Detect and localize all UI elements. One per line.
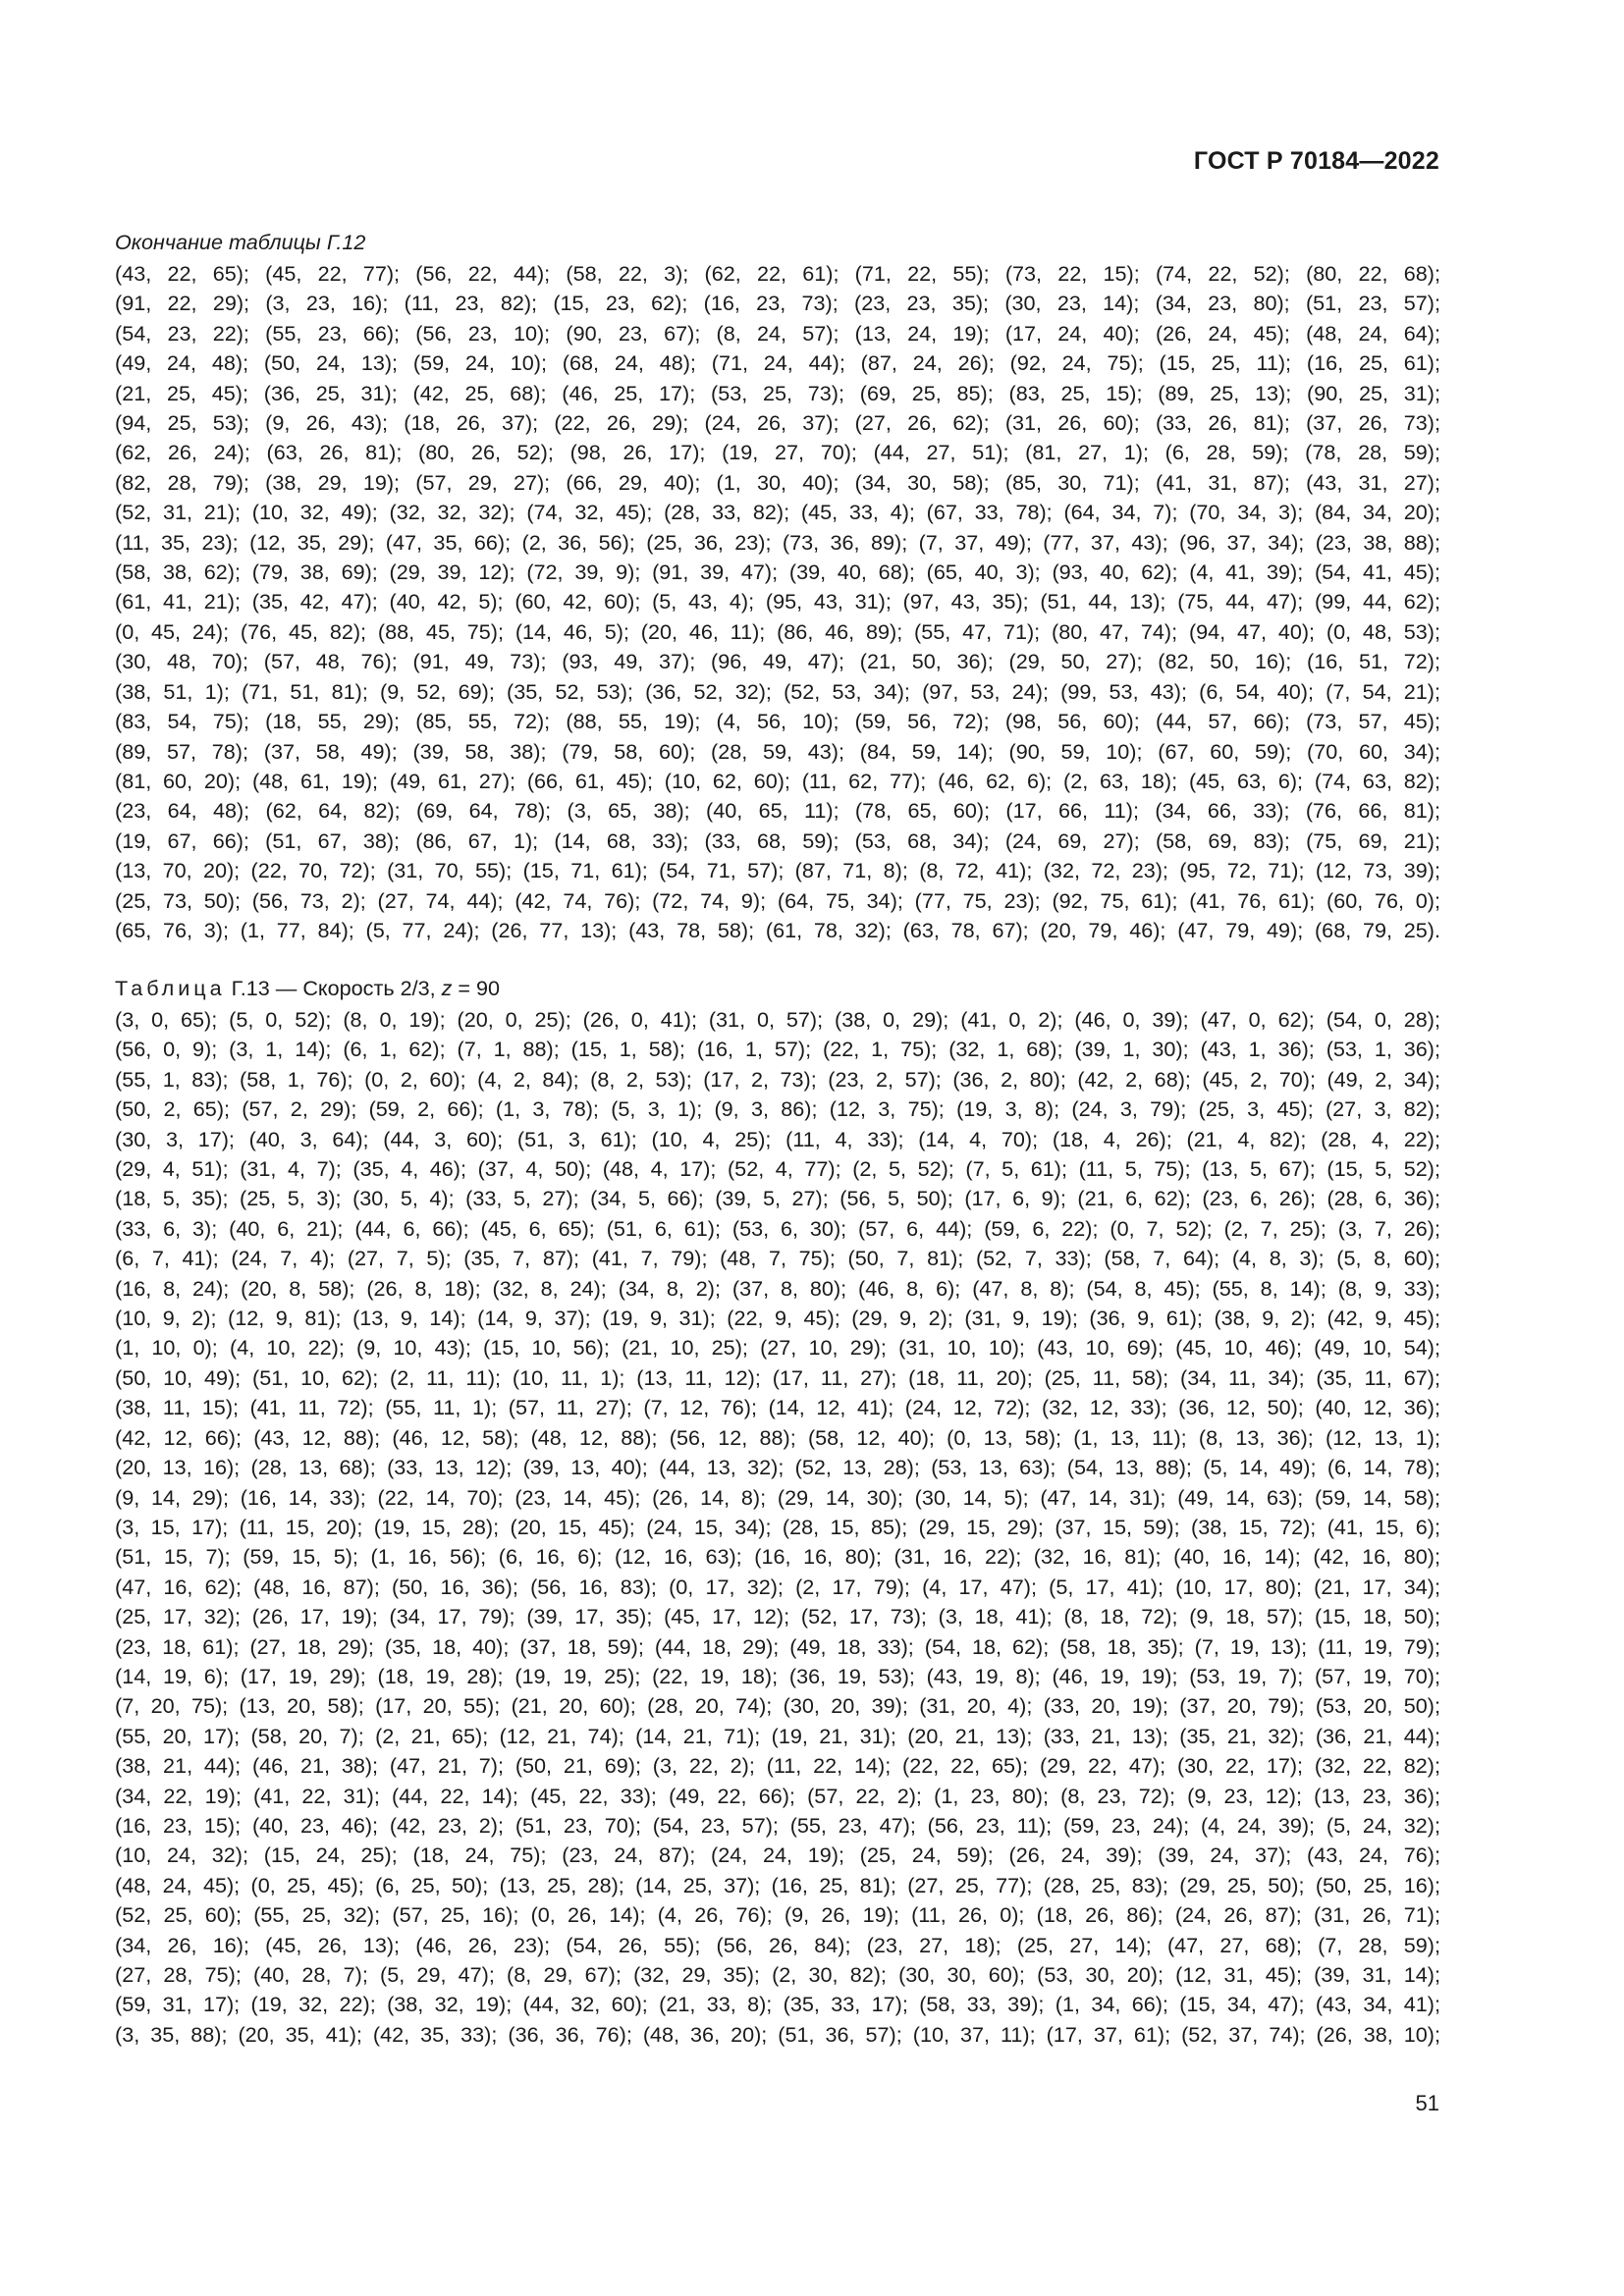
text-line: (30, 48, 70); (57, 48, 76); (91, 49, 73); (93, 49, 37); (96, 49, 47); (21, 50, 36); (29, 50, 27); (82, 50, 16); (16, 51, 72); bbox=[115, 649, 1440, 674]
text-line: (1, 10, 0); (4, 10, 22); (9, 10, 43); (15, 10, 56); (21, 10, 25); (27, 10, 29); (31, 10, 10); (43, 10, 69); (45, 10, 46); (49, 10, 54); bbox=[115, 1335, 1440, 1361]
document-header-title: ГОСТ Р 70184—2022 bbox=[1193, 147, 1439, 175]
text-line: (23, 64, 48); (62, 64, 82); (69, 64, 78); (3, 65, 38); (40, 65, 11); (78, 65, 60); (17, 66, 11); (34, 66, 33); (76, 66, 81); bbox=[115, 798, 1440, 824]
table-label: Таблица bbox=[115, 976, 226, 1000]
text-line: (20, 13, 16); (28, 13, 68); (33, 13, 12); (39, 13, 40); (44, 13, 32); (52, 13, 28); (53, 13, 63); (54, 13, 88); (5, 14, 49); (6, 14, 78); bbox=[115, 1455, 1440, 1480]
text-line: (89, 57, 78); (37, 58, 49); (39, 58, 38); (79, 58, 60); (28, 59, 43); (84, 59, 14); (90, 59, 10); (67, 60, 59); (70, 60, 34); bbox=[115, 738, 1440, 764]
text-line: (61, 41, 21); (35, 42, 47); (40, 42, 5); (60, 42, 60); (5, 43, 4); (95, 43, 31); (97, 43, 35); (51, 44, 13); (75, 44, 47); (99, 44, 62); bbox=[115, 589, 1440, 614]
text-line: (50, 10, 49); (51, 10, 62); (2, 11, 11); (10, 11, 1); (13, 11, 12); (17, 11, 27); (18, 11, 20); (25, 11, 58); (34, 11, 34); (35, 11, 67); bbox=[115, 1364, 1440, 1390]
text-line: (34, 26, 16); (45, 26, 13); (46, 26, 23); (54, 26, 55); (56, 26, 84); (23, 27, 18); (25, 27, 14); (47, 27, 68); (7, 28, 59); bbox=[115, 1932, 1440, 1957]
text-line: (34, 22, 19); (41, 22, 31); (44, 22, 14); (45, 22, 33); (49, 22, 66); (57, 22, 2); (1, 23, 80); (8, 23, 72); (9, 23, 12); (13, 23, 36); bbox=[115, 1783, 1440, 1808]
table-text bbox=[115, 1005, 1440, 2050]
text-line: (7, 20, 75); (13, 20, 58); (17, 20, 55); (21, 20, 60); (28, 20, 74); (30, 20, 39); (31, 20, 4); (33, 20, 19); (37, 20, 79); (53, 20, 50); bbox=[115, 1693, 1440, 1719]
text-line: (49, 24, 48); (50, 24, 13); (59, 24, 10); (68, 24, 48); (71, 24, 44); (87, 24, 26); (92, 24, 75); (15, 25, 11); (16, 25, 61); bbox=[115, 350, 1440, 376]
text-line: (3, 15, 17); (11, 15, 20); (19, 15, 28); (20, 15, 45); (24, 15, 34); (28, 15, 85); (29, 15, 29); (37, 15, 59); (38, 15, 72); (41, 15, 6); bbox=[115, 1514, 1440, 1539]
text-line: (3, 0, 65); (5, 0, 52); (8, 0, 19); (20, 0, 25); (26, 0, 41); (31, 0, 57); (38, 0, 29); (41, 0, 2); (46, 0, 39); (47, 0, 62); (54, 0, 28); bbox=[115, 1007, 1440, 1032]
table-title bbox=[115, 974, 1440, 1003]
text-line: (6, 7, 41); (24, 7, 4); (27, 7, 5); (35, 7, 87); (41, 7, 79); (48, 7, 75); (50, 7, 81); (52, 7, 33); (58, 7, 64); (4, 8, 3); (5, 8, 60); bbox=[115, 1246, 1440, 1271]
text-line: (19, 67, 66); (51, 67, 38); (86, 67, 1); (14, 68, 33); (33, 68, 59); (53, 68, 34); (24, 69, 27); (58, 69, 83); (75, 69, 21); bbox=[115, 828, 1440, 853]
text-line: (25, 73, 50); (56, 73, 2); (27, 74, 44); (42, 74, 76); (72, 74, 9); (64, 75, 34); (77, 75, 23); (92, 75, 61); (41, 76, 61); (60, 76, 0); bbox=[115, 887, 1440, 913]
text-line: (14, 19, 6); (17, 19, 29); (18, 19, 28); (19, 19, 25); (22, 19, 18); (36, 19, 53); (43, 19, 8); (46, 19, 19); (53, 19, 7); (57, 19, 70); bbox=[115, 1663, 1440, 1688]
continuation-caption: Окончание таблицы Г.12 bbox=[115, 230, 366, 254]
text-line: (83, 54, 75); (18, 55, 29); (85, 55, 72); (88, 55, 19); (4, 56, 10); (59, 56, 72); (98, 56, 60); (44, 57, 66); (73, 57, 45); bbox=[115, 709, 1440, 734]
text-line: (54, 23, 22); (55, 23, 66); (56, 23, 10); (90, 23, 67); (8, 24, 57); (13, 24, 19); (17, 24, 40); (26, 24, 45); (48, 24, 64); bbox=[115, 320, 1440, 346]
text-line: (51, 15, 7); (59, 15, 5); (1, 16, 56); (6, 16, 6); (12, 16, 63); (16, 16, 80); (31, 16, 22); (32, 16, 81); (40, 16, 14); (42, 16, 80); bbox=[115, 1544, 1440, 1570]
text-line: (59, 31, 17); (19, 32, 22); (38, 32, 19); (44, 32, 60); (21, 33, 8); (35, 33, 17); (58, 33, 39); (1, 34, 66); (15, 34, 47); (43, 34, 41); bbox=[115, 1992, 1440, 2017]
text-line: (55, 20, 17); (58, 20, 7); (2, 21, 65); (12, 21, 74); (14, 21, 71); (19, 21, 31); (20, 21, 13); (33, 21, 13); (35, 21, 32); (36, 21, 44); bbox=[115, 1723, 1440, 1748]
text-line: (50, 2, 65); (57, 2, 29); (59, 2, 66); (1, 3, 78); (5, 3, 1); (9, 3, 86); (12, 3, 75); (19, 3, 8); (24, 3, 79); (25, 3, 45); (27, 3, 82); bbox=[115, 1096, 1440, 1122]
text-line: (38, 11, 15); (41, 11, 72); (55, 11, 1); (57, 11, 27); (7, 12, 76); (14, 12, 41); (24, 12, 72); (32, 12, 33); (36, 12, 50); (40, 12, 36); bbox=[115, 1395, 1440, 1420]
text-line: (43, 22, 65); (45, 22, 77); (56, 22, 44); (58, 22, 3); (62, 22, 61); (71, 22, 55); (73, 22, 15); (74, 22, 52); (80, 22, 68); bbox=[115, 261, 1440, 286]
text-line: (47, 16, 62); (48, 16, 87); (50, 16, 36); (56, 16, 83); (0, 17, 32); (2, 17, 79); (4, 17, 47); (5, 17, 41); (10, 17, 80); (21, 17, 34); bbox=[115, 1574, 1440, 1599]
text-line: (42, 12, 66); (43, 12, 88); (46, 12, 58); (48, 12, 88); (56, 12, 88); (58, 12, 40); (0, 13, 58); (1, 13, 11); (8, 13, 36); (12, 13, 1); bbox=[115, 1424, 1440, 1450]
table-title-var: z bbox=[441, 976, 453, 1000]
continuation-text bbox=[115, 259, 1440, 945]
text-line: (82, 28, 79); (38, 29, 19); (57, 29, 27); (66, 29, 40); (1, 30, 40); (34, 30, 58); (85, 30, 71); (41, 31, 87); (43, 31, 27); bbox=[115, 469, 1440, 495]
text-line: (23, 18, 61); (27, 18, 29); (35, 18, 40); (37, 18, 59); (44, 18, 29); (49, 18, 33); (54, 18, 62); (58, 18, 35); (7, 19, 13); (11, 19, 79); bbox=[115, 1633, 1440, 1659]
text-line: (33, 6, 3); (40, 6, 21); (44, 6, 66); (45, 6, 65); (51, 6, 61); (53, 6, 30); (57, 6, 44); (59, 6, 22); (0, 7, 52); (2, 7, 25); (3, 7, 26); bbox=[115, 1215, 1440, 1241]
text-line: (29, 4, 51); (31, 4, 7); (35, 4, 46); (37, 4, 50); (48, 4, 17); (52, 4, 77); (2, 5, 52); (7, 5, 61); (11, 5, 75); (13, 5, 67); (15, 5, 52); bbox=[115, 1156, 1440, 1182]
text-line: (91, 22, 29); (3, 23, 16); (11, 23, 82); (15, 23, 62); (16, 23, 73); (23, 23, 35); (30, 23, 14); (34, 23, 80); (51, 23, 57); bbox=[115, 291, 1440, 316]
table-title-eq: = 90 bbox=[452, 976, 501, 1000]
text-line: (13, 70, 20); (22, 70, 72); (31, 70, 55); (15, 71, 61); (54, 71, 57); (87, 71, 8); (8, 72, 41); (32, 72, 23); (95, 72, 71); (12, 73, 39); bbox=[115, 858, 1440, 883]
page-number: 51 bbox=[1415, 2091, 1439, 2115]
text-line: (25, 17, 32); (26, 17, 19); (34, 17, 79); (39, 17, 35); (45, 17, 12); (52, 17, 73); (3, 18, 41); (8, 18, 72); (9, 18, 57); (15, 18, 50); bbox=[115, 1604, 1440, 1629]
text-line: (56, 0, 9); (3, 1, 14); (6, 1, 62); (7, 1, 88); (15, 1, 58); (16, 1, 57); (22, 1, 75); (32, 1, 68); (39, 1, 30); (43, 1, 36); (53, 1, 36); bbox=[115, 1037, 1440, 1062]
table-g12-continuation bbox=[115, 228, 1440, 945]
text-line: (38, 51, 1); (71, 51, 81); (9, 52, 69); (35, 52, 53); (36, 52, 32); (52, 53, 34); (97, 53, 24); (99, 53, 43); (6, 54, 40); (7, 54, 21); bbox=[115, 678, 1440, 704]
text-line: (10, 9, 2); (12, 9, 81); (13, 9, 14); (14, 9, 37); (19, 9, 31); (22, 9, 45); (29, 9, 2); (31, 9, 19); (36, 9, 61); (38, 9, 2); (42, 9, 45); bbox=[115, 1306, 1440, 1331]
text-line: (52, 25, 60); (55, 25, 32); (57, 25, 16); (0, 26, 14); (4, 26, 76); (9, 26, 19); (11, 26, 0); (18, 26, 86); (24, 26, 87); (31, 26, 71); bbox=[115, 1902, 1440, 1928]
text-line: (3, 35, 88); (20, 35, 41); (42, 35, 33); (36, 36, 76); (48, 36, 20); (51, 36, 57); (10, 37, 11); (17, 37, 61); (52, 37, 74); (26, 38, 10); bbox=[115, 2021, 1440, 2047]
text-line: (18, 5, 35); (25, 5, 3); (30, 5, 4); (33, 5, 27); (34, 5, 66); (39, 5, 27); (56, 5, 50); (17, 6, 9); (21, 6, 62); (23, 6, 26); (28, 6, 36); bbox=[115, 1186, 1440, 1211]
text-line: (55, 1, 83); (58, 1, 76); (0, 2, 60); (4, 2, 84); (8, 2, 53); (17, 2, 73); (23, 2, 57); (36, 2, 80); (42, 2, 68); (45, 2, 70); (49, 2, 34); bbox=[115, 1066, 1440, 1092]
text-line: (94, 25, 53); (9, 26, 43); (18, 26, 37); (22, 26, 29); (24, 26, 37); (27, 26, 62); (31, 26, 60); (33, 26, 81); (37, 26, 73); bbox=[115, 410, 1440, 436]
text-line: (0, 45, 24); (76, 45, 82); (88, 45, 75); (14, 46, 5); (20, 46, 11); (86, 46, 89); (55, 47, 71); (80, 47, 74); (94, 47, 40); (0, 48, 53); bbox=[115, 618, 1440, 644]
text-line: (58, 38, 62); (79, 38, 69); (29, 39, 12); (72, 39, 9); (91, 39, 47); (39, 40, 68); (65, 40, 3); (93, 40, 62); (4, 41, 39); (54, 41, 45); bbox=[115, 560, 1440, 585]
text-line: (27, 28, 75); (40, 28, 7); (5, 29, 47); (8, 29, 67); (32, 29, 35); (2, 30, 82); (30, 30, 60); (53, 30, 20); (12, 31, 45); (39, 31, 14); bbox=[115, 1962, 1440, 1987]
text-line: (16, 23, 15); (40, 23, 46); (42, 23, 2); (51, 23, 70); (54, 23, 57); (55, 23, 47); (56, 23, 11); (59, 23, 24); (4, 24, 39); (5, 24, 32); bbox=[115, 1812, 1440, 1838]
text-line: (81, 60, 20); (48, 61, 19); (49, 61, 27); (66, 61, 45); (10, 62, 60); (11, 62, 77); (46, 62, 6); (2, 63, 18); (45, 63, 6); (74, 63, 82); bbox=[115, 768, 1440, 793]
text-line: (21, 25, 45); (36, 25, 31); (42, 25, 68); (46, 25, 17); (53, 25, 73); (69, 25, 85); (83, 25, 15); (89, 25, 13); (90, 25, 31); bbox=[115, 380, 1440, 405]
text-line: (16, 8, 24); (20, 8, 58); (26, 8, 18); (32, 8, 24); (34, 8, 2); (37, 8, 80); (46, 8, 6); (47, 8, 8); (54, 8, 45); (55, 8, 14); (8, 9, 33); bbox=[115, 1275, 1440, 1301]
text-line: (11, 35, 23); (12, 35, 29); (47, 35, 66); (2, 36, 56); (25, 36, 23); (73, 36, 89); (7, 37, 49); (77, 37, 43); (96, 37, 34); (23, 38, 88); bbox=[115, 529, 1440, 555]
text-line: (30, 3, 17); (40, 3, 64); (44, 3, 60); (51, 3, 61); (10, 4, 25); (11, 4, 33); (14, 4, 70); (18, 4, 26); (21, 4, 82); (28, 4, 22); bbox=[115, 1126, 1440, 1151]
table-title-text: Г.13 — Скорость 2/3, bbox=[225, 976, 442, 1000]
text-line: (10, 24, 32); (15, 24, 25); (18, 24, 75); (23, 24, 87); (24, 24, 19); (25, 24, 59); (26, 24, 39); (39, 24, 37); (43, 24, 76); bbox=[115, 1842, 1440, 1868]
text-line: (62, 26, 24); (63, 26, 81); (80, 26, 52); (98, 26, 17); (19, 27, 70); (44, 27, 51); (81, 27, 1); (6, 28, 59); (78, 28, 59); bbox=[115, 440, 1440, 465]
text-line: (52, 31, 21); (10, 32, 49); (32, 32, 32); (74, 32, 45); (28, 33, 82); (45, 33, 4); (67, 33, 78); (64, 34, 7); (70, 34, 3); (84, 34, 20); bbox=[115, 500, 1440, 525]
table-g13 bbox=[115, 974, 1440, 2050]
text-line: (48, 24, 45); (0, 25, 45); (6, 25, 50); (13, 25, 28); (14, 25, 37); (16, 25, 81); (27, 25, 77); (28, 25, 83); (29, 25, 50); (50, 25, 16); bbox=[115, 1872, 1440, 1897]
text-line: (38, 21, 44); (46, 21, 38); (47, 21, 7); (50, 21, 69); (3, 22, 2); (11, 22, 14); (22, 22, 65); (29, 22, 47); (30, 22, 17); (32, 22, 82); bbox=[115, 1753, 1440, 1779]
text-line: (9, 14, 29); (16, 14, 33); (22, 14, 70); (23, 14, 45); (26, 14, 8); (29, 14, 30); (30, 14, 5); (47, 14, 31); (49, 14, 63); (59, 14, 58); bbox=[115, 1484, 1440, 1510]
text-line: (65, 76, 3); (1, 77, 84); (5, 77, 24); (26, 77, 13); (43, 78, 58); (61, 78, 32); (63, 78, 67); (20, 79, 46); (47, 79, 49); (68, 79, 25). bbox=[115, 917, 1440, 942]
